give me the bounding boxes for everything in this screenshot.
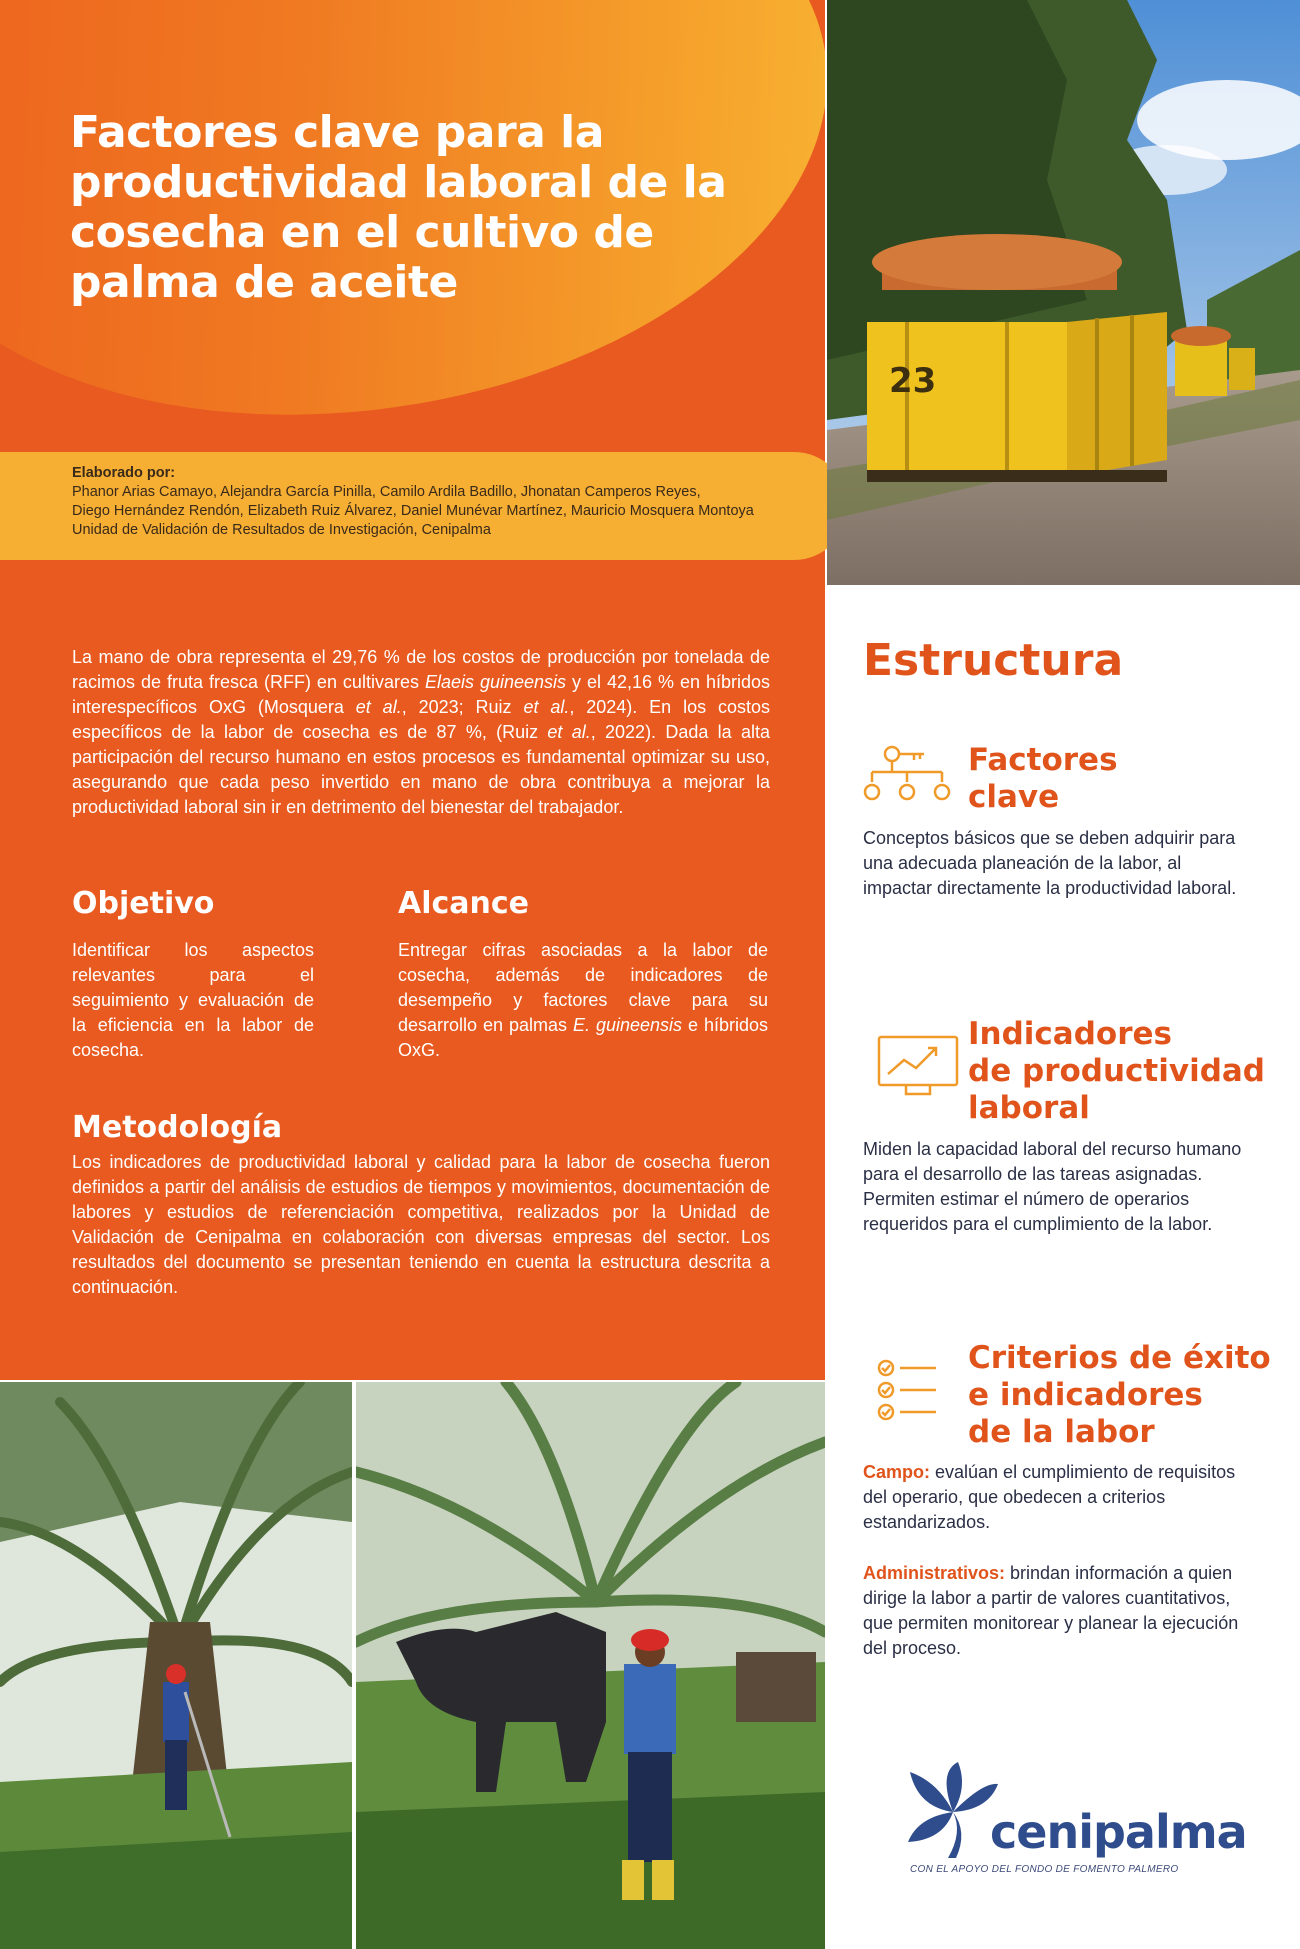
- administrativos-label: Administrativos:: [863, 1563, 1006, 1583]
- criterios-heading-line-1: Criterios de éxito: [968, 1340, 1271, 1376]
- buffalo-photo: [356, 1382, 825, 1949]
- authors-band: [0, 452, 848, 560]
- administrativos-body: brindan información a quien dirige la labor a partir de valores cuantitativos, que permiten monitorear y planear la ejecución del proceso.: [863, 1563, 1239, 1658]
- criterios-heading-line-2: e indicadores: [968, 1377, 1203, 1413]
- page-title: Factores clave para la productividad laboral de la cosecha en el cultivo de palma de aceite: [70, 107, 727, 308]
- truck-photo: [827, 0, 1300, 585]
- palm-logo-icon: [908, 1762, 998, 1858]
- intro-species: Elaeis guineensis: [424, 672, 567, 692]
- checklist-icon: [876, 1356, 940, 1426]
- trend-monitor-icon: [876, 1034, 960, 1098]
- intro-text-1: La mano de obra representa el 29,76 % de los costos de producción por tonelada de racimos de fruta fresca (RFF) en cultivares: [72, 647, 770, 692]
- campo-text: [863, 1460, 1248, 1535]
- intro-text-5: , 2022). Dada la alta participación del recurso humano en estos procesos es fundamental optimizar su uso, asegurando que cada peso invertido en mano de obra contribuya a mejorar la productividad laboral sin ir en detrimento del bienestar del trabajador.: [72, 722, 770, 817]
- indicadores-text: Miden la capacidad laboral del recurso humano para el desarrollo de las tareas asignadas. Permiten estimar el número de operarios requeridos para el cumplimiento de la labor.: [863, 1139, 1242, 1234]
- administrativos-text: [863, 1561, 1248, 1661]
- indicadores-heading-line-1: Indicadores: [968, 1016, 1172, 1052]
- metodologia-text: Los indicadores de productividad laboral y calidad para la labor de cosecha fueron definidos a partir del análisis de estudios de tiempos y movimientos, documentación de labores y estudios de referenciación competitiva, realizados por la Unidad de Validación de Cenipalma en colaboración con diversas empresas del sector. Los resultados del documento se presentan teniendo en cuenta la estructura descrita a continuación.: [72, 1152, 770, 1297]
- intro-text-3: , 2023; Ruiz: [401, 697, 524, 717]
- alcance-text-2: e híbridos OxG.: [398, 1015, 768, 1060]
- alcance-heading: Alcance: [398, 886, 530, 921]
- alcance-species: E. guineensis: [572, 1015, 683, 1035]
- factores-heading: [968, 742, 1118, 816]
- estructura-heading: Estructura: [863, 635, 1124, 686]
- authors-line-1: Phanor Arias Camayo, Alejandra García Pinilla, Camilo Ardila Badillo, Jhonatan Camperos Reyes,: [72, 484, 701, 500]
- intro-text-4: , 2024). En los costos específicos de la labor de cosecha es de 87 %, (Ruiz: [72, 697, 771, 742]
- alcance-text-1: Entregar cifras asociadas a la labor de cosecha, además de indicadores de desempeño y factores clave para su desarrollo en palmas: [398, 940, 768, 1035]
- criterios-heading-line-3: de la labor: [968, 1414, 1155, 1450]
- logo-tagline: CON EL APOYO DEL FONDO DE FOMENTO PALMERO: [910, 1864, 1179, 1875]
- logo-wordmark: cenipalma: [990, 1805, 1247, 1859]
- metodologia-heading: Metodología: [72, 1110, 283, 1145]
- truck-illustration: [827, 0, 1300, 585]
- authors-line-3: Unidad de Validación de Resultados de Investigación, Cenipalma: [72, 522, 491, 538]
- criterios-heading: [968, 1340, 1271, 1451]
- campo-body: evalúan el cumplimiento de requisitos del operario, que obedecen a criterios estandarizados.: [863, 1462, 1236, 1532]
- objetivo-heading: Objetivo: [72, 886, 215, 921]
- authors-line-2: Diego Hernández Rendón, Elizabeth Ruiz Álvarez, Daniel Munévar Martínez, Mauricio Mosquera Montoya: [72, 503, 754, 519]
- indicadores-heading: [968, 1016, 1265, 1127]
- indicadores-heading-line-2: de productividad: [968, 1053, 1265, 1089]
- harvester-illustration: [0, 1382, 352, 1949]
- intro-text-2: y el 42,16 % en híbridos interespecíficos OxG (Mosquera: [72, 672, 770, 717]
- factores-heading-line-1: Factores: [968, 742, 1118, 778]
- alcance-text: [398, 938, 768, 1063]
- objetivo-text: Identificar los aspectos relevantes para el seguimiento y evaluación de la eficiencia en la labor de cosecha.: [72, 940, 314, 1060]
- intro-etal-2: et al.: [523, 697, 570, 717]
- buffalo-illustration: [356, 1382, 825, 1949]
- factores-heading-line-2: clave: [968, 779, 1060, 815]
- intro-etal-1: et al.: [355, 697, 402, 717]
- intro-etal-3: et al.: [547, 722, 591, 742]
- key-network-icon: [862, 742, 962, 804]
- truck-number: 23: [889, 361, 937, 401]
- factores-text: Conceptos básicos que se deben adquirir para una adecuada planeación de la labor, al impactar directamente la productividad laboral.: [863, 828, 1237, 898]
- campo-label: Campo:: [863, 1462, 930, 1482]
- harvester-photo: [0, 1382, 352, 1949]
- authors-lead: Elaborado por:: [72, 465, 176, 481]
- intro-paragraph: [72, 645, 770, 820]
- indicadores-heading-line-3: laboral: [968, 1090, 1090, 1126]
